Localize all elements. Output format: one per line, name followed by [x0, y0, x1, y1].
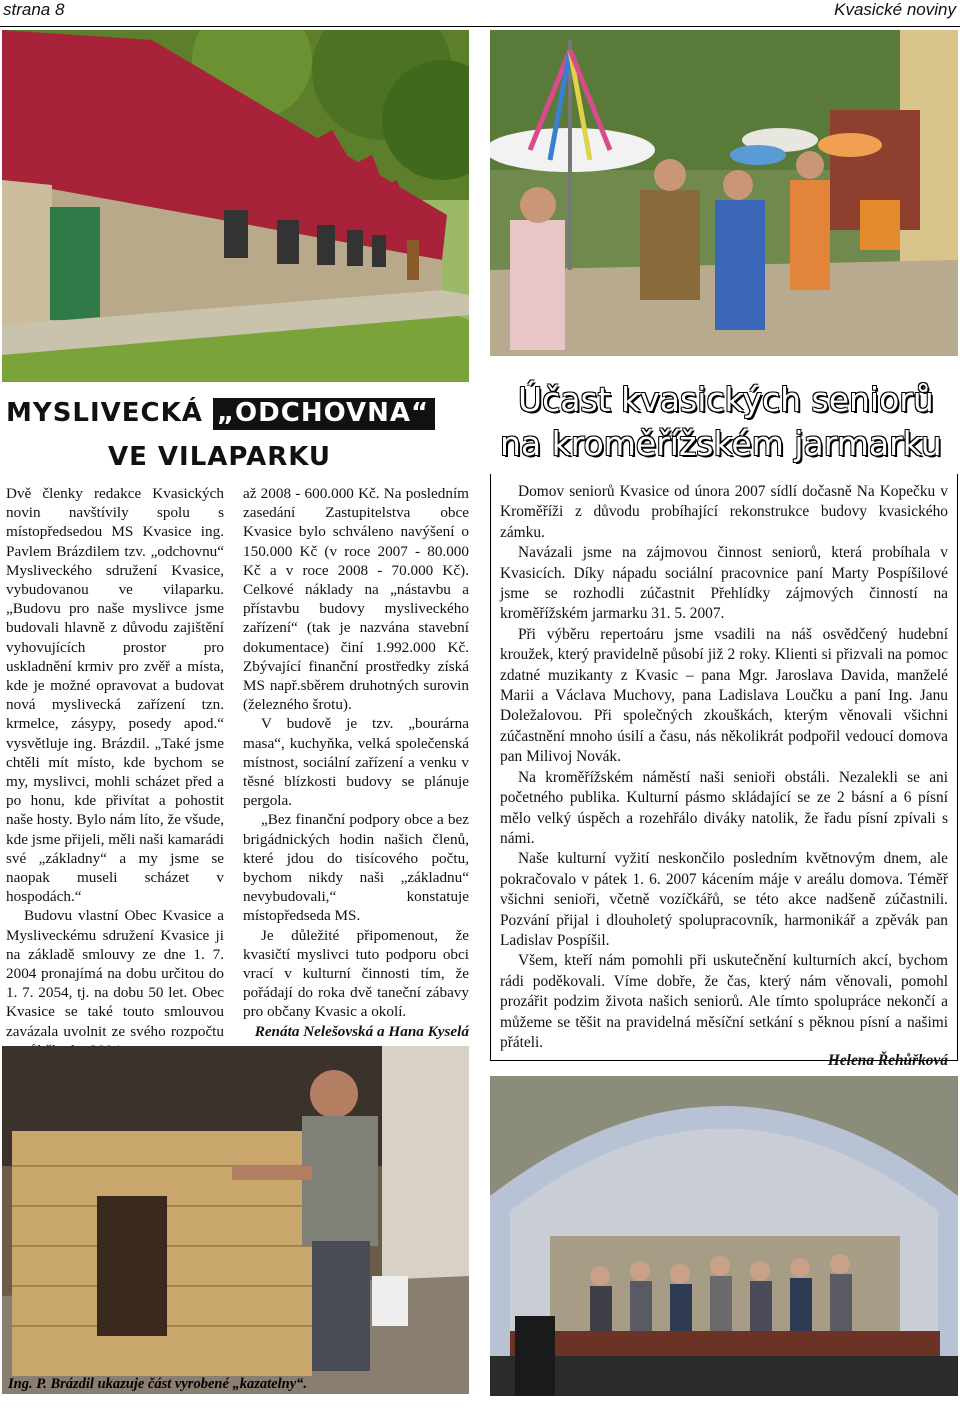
article2-title-line1: Účast kvasických seniorů [518, 380, 934, 419]
article1-title-highlight: „ODCHOVNA“ [213, 398, 435, 430]
article1-column1 [6, 484, 224, 1060]
stage-photo [490, 1076, 958, 1396]
article1-subtitle [108, 442, 331, 472]
article2-paragraph: Všem, kteří nám pomohli při uskutečnění kulturních akcí, bychom rádi poděkovali. Víme dobře, že čas, který nám věnovali, pomohl prozářit podzim života našich seniorů. Ale tímto spolupráce nekončí a můžeme se těšit na pravidelná měsíční setkání s pěknou písní a našimi přáteli. [500, 952, 948, 1051]
article1-col2-paragraph: Je důležité připomenout, že kvasičtí myslivci tuto podporu obci vrací v kulturní činnosti tím, že pořádají do roka dvě taneční zábavy pro občany Kvasic a okolí. [243, 926, 469, 1021]
photo-caption: Ing. P. Brázdil ukazuje část vyrobené „kazatelny“. [8, 1376, 308, 1392]
article1-col1-paragraph: Budovu vlastní Obec Kvasice a Mysliveckému sdružení Kvasice ji na základě smlouvy ze dne 1. 7. 2004 pronajímá na dobu určitou do 1. 7. 2054, tj. na dobu 50 let. Obec Kvasice se také touto smlouvou zavázala uvolnit ze svého rozpočtu [6, 907, 224, 1040]
article2-paragraph: Domov seniorů Kvasice od února 2007 sídlí dočasně Na Kopečku v Kroměříži z důvodu probíhající rekonstrukce budovy kvasického zámku. [500, 483, 948, 541]
article1-col2-paragraph: V budově je tzv. „bourárna masa“, kuchyňka, velká společenská místnost, sociální zařízení a venku v těsné blízkosti budovy se plánuje pergola. [243, 715, 469, 810]
article2-paragraph: Při výběru repertoáru jsme vsadili na náš osvědčený hudební kroužek, který pravidelně působí již 2 roky. Klienti si přizvali na pomoc zdatné muzikanty z Kvasic – pana Mgr. Jaroslava Davida, manželé Marii a Václava Muchovy, pana Ladislava Loučku a paní Ing. Janu Doležalovou. Při společných zkouškách, kterým věnovali všichni zúčastnění mnoho úsilí a času, nás několikrát podpořil vedoucí domova pan Milivoj Novák. [500, 625, 948, 766]
article1-col1-paragraph: Dvě členky redakce Kvasických novin navštívily spolu s místopředsedou MS Kvasice ing. Pavlem Brázdilem tzv. „odchovnu“ Mysliveckého sdružení Kvasice, vybudovanou ve vilaparku. „Budovu pro naše myslivce jsme budovali hlavně z důvodu zajištění vyhovujících prostor pro uskladnění krmiv pro zvěř a místa, kde je možné opravovat a budovat nová myslivecká zařízení tzn. krmelce, zásypy, posedy apod.“ vysvětluje ing. Brázdil. „Také jsme chtěli mít místo, kde bychom se my, myslivci, mohli scházet před a po honu, kde přivítat a pohostit naše hosty. Bylo nám líto, že všude, kde jsme přijeli, měli naši kamarádi své „základny“ a my jsme se naopak museli scházet v hospodách.“ [6, 485, 224, 906]
page-header [0, 0, 960, 26]
article2-paragraph: Na kroměřížském náměstí naši senioři obstáli. Nezalekli se ani početného publika. Kulturní pásmo skládající se ze 2 básní a 6 písní mělo velký úspěch a rozehřálo diváky natolik, že řadu písní zpívali s námi. [500, 768, 948, 847]
article2-title-line2: na kroměřížském jarmarku [500, 424, 942, 463]
article2-paragraph: Navázali jsme na zájmovou činnost seniorů, která probíhala v Kvasicích. Díky nápadu sociální pracovnice paní Marty Pospíšilové jsme se rozhodli zúčastnit Přehlídky zájmových činností na kroměřížském jarmarku 31. 5. 2007. [500, 544, 948, 623]
dance-photo [490, 30, 958, 356]
article1-col2-paragraph: „Bez finanční podpory obce a bez brigádnických hodin našich členů, které jdou do tisícového počtu, bychom nikdy naši „základnu“ nevybudovali,“ konstatuje místopředseda MS. [243, 811, 469, 925]
article2-signature: Helena Řehůřková [827, 1052, 948, 1070]
article1-title-line2: VE VILAPARKU [108, 442, 332, 472]
page-number: strana 8 [3, 0, 65, 19]
article1-title [6, 398, 435, 428]
article1-col2-paragraph: až 2008 - 600.000 Kč. Na posledním zasedání Zastupitelstva obce Kvasice bylo schváleno navýšení o 150.000 Kč (v roce 2007 - 80.000 Kč a v roce 2008 - 70.000 Kč). Celkové náklady na „nástavbu a přístavbu budovy mysliveckého zařízení“ (tak je nazvána stavební dokumentace) činí 1.992.000 Kč. Zbývající finanční prostředky získá MS např.sběrem druhotných surovin (železného šrotu). [243, 485, 469, 714]
article2-paragraph: Naše kulturní vyžití neskončilo posledním květnovým dnem, ale pokračovalo v pátek 1. 6. 2007 kácením máje v areálu domova. Téměř všichni senioři, včetně vozíčkářů, se této akce nadšeně zúčastnili. Pozvání přijal i dlouholetý spolupracovník, harmonikář a zpěvák pan Ladislav Pospíšil. [500, 850, 948, 949]
carpenter-photo [2, 1046, 469, 1394]
article2-column [500, 482, 948, 1072]
header-rule [0, 26, 960, 27]
newspaper-name: Kvasické noviny [834, 0, 956, 19]
article1-signature: Renáta Nelešovská a Hana Kyselá [254, 1022, 469, 1040]
building-photo [2, 30, 469, 382]
article1-column2 [243, 484, 469, 1041]
article1-title-line1: MYSLIVECKÁ [6, 398, 203, 428]
